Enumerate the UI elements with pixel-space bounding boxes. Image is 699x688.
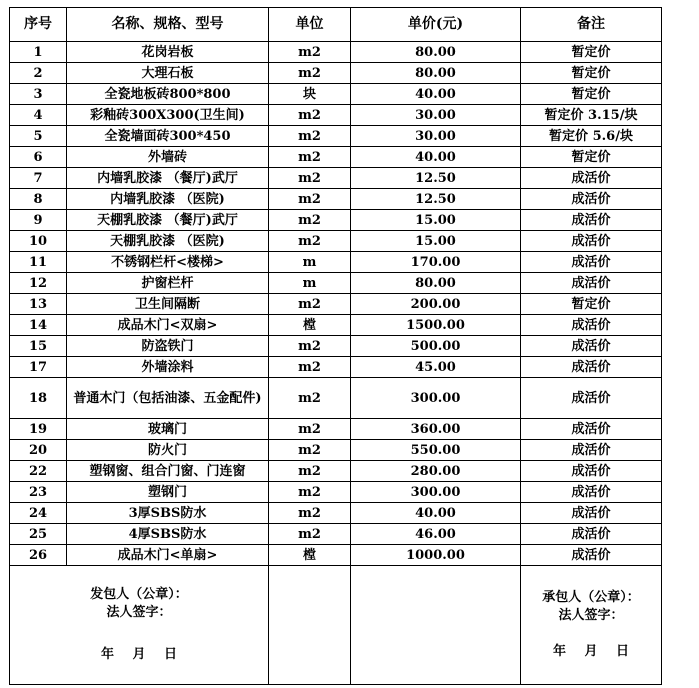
cell-note: 成活价: [521, 419, 662, 440]
table-row: [10, 210, 662, 231]
cell-seq: 14: [10, 315, 67, 336]
cell-note: 暂定价: [521, 147, 662, 168]
cell-unit: m2: [269, 378, 351, 419]
cell-price: 12.50: [351, 189, 521, 210]
cell-note: 成活价: [521, 357, 662, 378]
cell-unit: m2: [269, 147, 351, 168]
cell-note: 成活价: [521, 378, 662, 419]
cell-note: 成活价: [521, 231, 662, 252]
table-row: [10, 252, 662, 273]
cell-name: 天棚乳胶漆 （餐厅)武厅: [67, 210, 269, 231]
cell-name: 内墙乳胶漆 （餐厅)武厅: [67, 168, 269, 189]
cell-price: 45.00: [351, 357, 521, 378]
cell-unit: m2: [269, 189, 351, 210]
cell-name: 全瓷墙面砖300*450: [67, 126, 269, 147]
cell-unit: 块: [269, 84, 351, 105]
cell-unit: m: [269, 273, 351, 294]
cell-seq: 24: [10, 503, 67, 524]
cell-note: 成活价: [521, 461, 662, 482]
header-price: 单价(元): [351, 8, 521, 42]
cell-seq: 9: [10, 210, 67, 231]
cell-name: 防盗铁门: [67, 336, 269, 357]
cell-price: 30.00: [351, 126, 521, 147]
cell-price: 40.00: [351, 84, 521, 105]
cell-name: 成品木门<单扇>: [67, 545, 269, 566]
cell-name: 塑钢窗、组合门窗、门连窗: [67, 461, 269, 482]
cell-price: 300.00: [351, 378, 521, 419]
cell-unit: m2: [269, 63, 351, 84]
issuer-date-label: 年 月 日: [100, 647, 178, 662]
cell-note: 成活价: [521, 189, 662, 210]
cell-name: 防火门: [67, 440, 269, 461]
cell-unit: m2: [269, 336, 351, 357]
table-row: [10, 42, 662, 63]
cell-name: 花岗岩板: [67, 42, 269, 63]
cell-unit: m2: [269, 461, 351, 482]
issuer-seal-label: 发包人（公章）：: [90, 587, 188, 602]
cell-seq: 22: [10, 461, 67, 482]
cell-seq: 8: [10, 189, 67, 210]
cell-price: 170.00: [351, 252, 521, 273]
table-row: [10, 482, 662, 503]
price-table: [9, 7, 662, 685]
cell-seq: 23: [10, 482, 67, 503]
cell-unit: m2: [269, 503, 351, 524]
table-row: [10, 168, 662, 189]
cell-seq: 7: [10, 168, 67, 189]
cell-price: 30.00: [351, 105, 521, 126]
cell-unit: m: [269, 252, 351, 273]
header-unit: 单位: [269, 8, 351, 42]
table-row: [10, 419, 662, 440]
table-row: [10, 231, 662, 252]
cell-unit: m2: [269, 126, 351, 147]
cell-name: 不锈钢栏杆<楼梯>: [67, 252, 269, 273]
cell-price: 80.00: [351, 42, 521, 63]
cell-note: 成活价: [521, 545, 662, 566]
cell-note: 暂定价 3.15/块: [521, 105, 662, 126]
cell-price: 1000.00: [351, 545, 521, 566]
cell-name: 玻璃门: [67, 419, 269, 440]
contractor-rep-label: 法人签字：: [558, 608, 624, 623]
cell-unit: m2: [269, 105, 351, 126]
cell-name: 大理石板: [67, 63, 269, 84]
cell-price: 500.00: [351, 336, 521, 357]
cell-seq: 20: [10, 440, 67, 461]
cell-unit: m2: [269, 419, 351, 440]
cell-seq: 15: [10, 336, 67, 357]
table-row: [10, 440, 662, 461]
cell-unit: m2: [269, 168, 351, 189]
table-row: [10, 147, 662, 168]
cell-note: 成活价: [521, 336, 662, 357]
cell-seq: 10: [10, 231, 67, 252]
cell-unit: m2: [269, 42, 351, 63]
issuer-rep-label: 法人签字：: [106, 605, 172, 620]
cell-note: 成活价: [521, 440, 662, 461]
cell-seq: 12: [10, 273, 67, 294]
table-row: [10, 378, 662, 419]
table-row: [10, 336, 662, 357]
table-row: [10, 461, 662, 482]
cell-note: 暂定价: [521, 42, 662, 63]
cell-unit: m2: [269, 210, 351, 231]
cell-price: 80.00: [351, 273, 521, 294]
cell-unit: m2: [269, 482, 351, 503]
cell-unit: m2: [269, 440, 351, 461]
cell-seq: 18: [10, 378, 67, 419]
table-row: [10, 105, 662, 126]
cell-note: 成活价: [521, 210, 662, 231]
cell-price: 200.00: [351, 294, 521, 315]
signature-row: [10, 566, 662, 685]
cell-price: 15.00: [351, 231, 521, 252]
cell-note: 暂定价 5.6/块: [521, 126, 662, 147]
cell-seq: 4: [10, 105, 67, 126]
cell-seq: 5: [10, 126, 67, 147]
cell-name: 内墙乳胶漆 （医院): [67, 189, 269, 210]
cell-seq: 26: [10, 545, 67, 566]
cell-seq: 19: [10, 419, 67, 440]
cell-name: 3厚SBS防水: [67, 503, 269, 524]
contractor-seal-label: 承包人（公章）：: [542, 590, 640, 605]
cell-note: 成活价: [521, 252, 662, 273]
header-name: 名称、规格、型号: [67, 8, 269, 42]
cell-name: 全瓷地板砖800*800: [67, 84, 269, 105]
signature-blank-unit: [269, 566, 351, 685]
cell-price: 550.00: [351, 440, 521, 461]
cell-seq: 6: [10, 147, 67, 168]
cell-note: 暂定价: [521, 294, 662, 315]
cell-note: 成活价: [521, 524, 662, 545]
table-row: [10, 545, 662, 566]
table-row: [10, 503, 662, 524]
issuer-signature-block: [10, 566, 269, 685]
cell-unit: m2: [269, 231, 351, 252]
cell-note: 成活价: [521, 482, 662, 503]
cell-unit: m2: [269, 357, 351, 378]
cell-price: 46.00: [351, 524, 521, 545]
table-row: [10, 126, 662, 147]
cell-seq: 17: [10, 357, 67, 378]
cell-unit: m2: [269, 524, 351, 545]
table-row: [10, 84, 662, 105]
table-body: [10, 42, 662, 566]
cell-unit: m2: [269, 294, 351, 315]
header-note: 备注: [521, 8, 662, 42]
cell-price: 1500.00: [351, 315, 521, 336]
signature-blank-price: [351, 566, 521, 685]
cell-seq: 3: [10, 84, 67, 105]
table-row: [10, 357, 662, 378]
cell-note: 成活价: [521, 315, 662, 336]
cell-price: 40.00: [351, 503, 521, 524]
cell-seq: 1: [10, 42, 67, 63]
table-row: [10, 63, 662, 84]
cell-name: 卫生间隔断: [67, 294, 269, 315]
header-seq: 序号: [10, 8, 67, 42]
table-row: [10, 315, 662, 336]
cell-name: 成品木门<双扇>: [67, 315, 269, 336]
contractor-date-label: 年 月 日: [552, 644, 630, 659]
cell-note: 成活价: [521, 168, 662, 189]
cell-name: 外墙涂料: [67, 357, 269, 378]
cell-price: 280.00: [351, 461, 521, 482]
cell-note: 成活价: [521, 503, 662, 524]
cell-price: 80.00: [351, 63, 521, 84]
table-header-row: [10, 8, 662, 42]
cell-unit: 樘: [269, 545, 351, 566]
contractor-signature-block: [521, 566, 662, 685]
cell-seq: 11: [10, 252, 67, 273]
table-row: [10, 273, 662, 294]
cell-unit: 樘: [269, 315, 351, 336]
cell-seq: 2: [10, 63, 67, 84]
cell-name: 塑钢门: [67, 482, 269, 503]
cell-seq: 13: [10, 294, 67, 315]
cell-note: 暂定价: [521, 63, 662, 84]
cell-price: 15.00: [351, 210, 521, 231]
cell-name: 外墙砖: [67, 147, 269, 168]
cell-note: 暂定价: [521, 84, 662, 105]
table-row: [10, 294, 662, 315]
cell-name: 4厚SBS防水: [67, 524, 269, 545]
table-row: [10, 524, 662, 545]
table-row: [10, 189, 662, 210]
cell-price: 40.00: [351, 147, 521, 168]
cell-seq: 25: [10, 524, 67, 545]
cell-price: 12.50: [351, 168, 521, 189]
cell-name: 彩釉砖300X300(卫生间): [67, 105, 269, 126]
cell-note: 成活价: [521, 273, 662, 294]
cell-price: 300.00: [351, 482, 521, 503]
cell-name: 普通木门（包括油漆、五金配件): [67, 378, 269, 419]
cell-price: 360.00: [351, 419, 521, 440]
cell-name: 天棚乳胶漆 （医院): [67, 231, 269, 252]
cell-name: 护窗栏杆: [67, 273, 269, 294]
